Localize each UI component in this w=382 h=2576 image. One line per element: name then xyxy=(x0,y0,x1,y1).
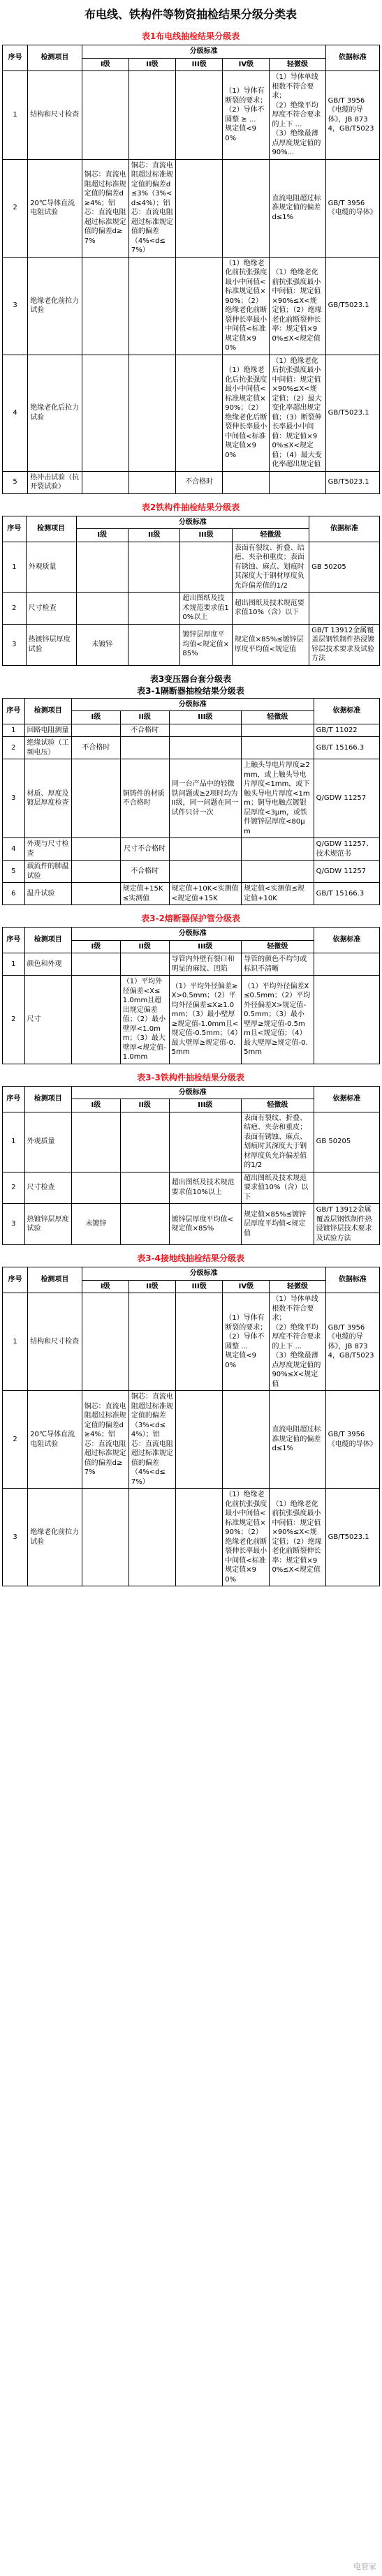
row-cell xyxy=(223,159,270,257)
row-cell: 同一台产品中的轻微铁问题或≥2项时均为II级，同一问题在同一试件只计一次 xyxy=(169,759,242,838)
header-item: 检测项目 xyxy=(28,45,82,71)
row-cell xyxy=(128,471,175,493)
row-cell: 未镀锌 xyxy=(76,624,128,665)
table-row xyxy=(3,976,380,1064)
table-row xyxy=(3,1391,380,1489)
row-item: 尺寸检查 xyxy=(24,1172,72,1204)
row-item: 热镀锌层厚度试验 xyxy=(24,1204,72,1245)
grading-table xyxy=(2,698,380,906)
table-row xyxy=(3,593,380,625)
header-group: 分级标准 xyxy=(72,1086,314,1099)
header-level: II级 xyxy=(120,940,169,953)
table-row xyxy=(3,953,380,976)
row-cell: GB/T 3956《电缆的导体》，JB 8734，GB/T5023 xyxy=(325,71,380,160)
row-cell xyxy=(176,1391,223,1489)
row-cell: （1）绝缘老化前抗张强度最小中间值<标准规定值×90%；（2）绝缘老化前断裂伸长率最小中间值<标准规定值×90% xyxy=(223,257,270,355)
row-cell xyxy=(128,542,179,593)
table-row xyxy=(3,1112,380,1172)
row-cell: 不合格时 xyxy=(72,737,121,759)
row-cell: 导管的颜色不均匀或标识不清晰 xyxy=(242,953,314,976)
row-cell: 规定值×85%≤镀锌层厚度平均值<规定值 xyxy=(232,624,309,665)
row-cell xyxy=(223,471,270,493)
table-row xyxy=(3,471,380,493)
row-seq: 5 xyxy=(3,471,28,493)
watermark: 电管家 xyxy=(353,2562,376,2571)
row-seq: 1 xyxy=(3,724,25,737)
header-seq: 序号 xyxy=(3,1086,25,1112)
row-cell xyxy=(72,953,121,976)
row-cell xyxy=(176,1293,223,1391)
row-seq: 4 xyxy=(3,838,25,861)
header-basis: 依据标准 xyxy=(314,928,380,953)
row-cell: （1）导体有断裂的要求； （2）导体不圆整 ≥ ... 规定值<90% xyxy=(223,71,270,160)
row-cell: 直流电阻超过标准规定值的偏差d≤1% xyxy=(270,159,325,257)
table-row xyxy=(3,861,380,883)
row-cell xyxy=(72,1112,121,1172)
tables-container xyxy=(2,26,379,1589)
row-cell xyxy=(120,1112,169,1172)
table-row xyxy=(3,737,380,759)
header-seq: 序号 xyxy=(3,698,25,724)
row-cell: GB 50205 xyxy=(314,1112,380,1172)
header-group: 分级标准 xyxy=(82,1267,325,1281)
header-seq: 序号 xyxy=(3,928,25,953)
grading-table xyxy=(2,45,380,494)
row-cell xyxy=(72,1172,121,1204)
row-cell: （1）导体单线根数不符合要求； （2）绝缘平均厚度不符合要求的上下 ... （3）绝缘最薄点厚度规定值的90%... xyxy=(270,71,325,160)
row-item: 绝缘老化前拉力试验 xyxy=(28,257,82,355)
header-level: 轻微级 xyxy=(242,940,314,953)
row-cell: GB/T5023.1 xyxy=(325,471,380,493)
grading-table xyxy=(2,516,380,666)
row-item: 外观质量 xyxy=(24,1112,72,1172)
row-cell xyxy=(176,71,223,160)
row-cell xyxy=(314,976,380,1064)
header-level: I级 xyxy=(82,1280,128,1293)
document-title: 布电线、铁构件等物资抽检结果分级分类表 xyxy=(84,8,297,21)
row-seq: 2 xyxy=(3,737,25,759)
header-level: I级 xyxy=(72,711,121,724)
row-cell xyxy=(169,737,242,759)
row-cell xyxy=(120,1172,169,1204)
row-cell xyxy=(176,355,223,471)
row-seq: 3 xyxy=(3,624,27,665)
header-seq: 序号 xyxy=(3,1267,28,1293)
header-level: III级 xyxy=(180,529,232,542)
row-cell: 不合格时 xyxy=(120,724,169,737)
row-cell xyxy=(128,71,175,160)
row-item: 材质、厚度及镀层厚度检查 xyxy=(24,759,72,838)
row-cell xyxy=(120,953,169,976)
header-level: 轻微级 xyxy=(232,529,309,542)
row-item: 结构和尺寸检查 xyxy=(28,71,82,160)
header-item: 检测项目 xyxy=(24,928,72,953)
row-cell: 超出图纸及技术规范要求值10%以上 xyxy=(169,1172,242,1204)
header-level: II级 xyxy=(128,529,179,542)
header-item: 检测项目 xyxy=(28,1267,82,1293)
row-cell: Q/GDW 11257 xyxy=(314,759,380,838)
row-cell: （1）导体单线根数不符合要求； （2）绝缘平均厚度不符合要求的上下 ... （3）绝缘最薄点厚度规定值的90%≤X<规定值 xyxy=(270,1293,325,1391)
row-cell: Q/GDW 11257 xyxy=(314,861,380,883)
table-row xyxy=(3,159,380,257)
row-cell xyxy=(169,724,242,737)
row-item: 结构和尺寸检查 xyxy=(28,1293,82,1391)
header-level: 轻微级 xyxy=(242,711,314,724)
row-cell xyxy=(128,624,179,665)
row-cell xyxy=(72,724,121,737)
row-cell xyxy=(72,883,121,905)
row-cell: 规定值×85%≤镀锌层厚度平均值<规定值 xyxy=(242,1204,314,1245)
table-row xyxy=(3,759,380,838)
row-cell xyxy=(176,257,223,355)
table-row xyxy=(3,724,380,737)
table-row xyxy=(3,624,380,665)
row-cell: （1）绝缘老化前抗张强度最小中间值：规定值×90%≤X<规定值；（2）绝缘老化前断裂伸长率：规定值×90%≤X<规定值 xyxy=(270,1489,325,1586)
header-level: I级 xyxy=(72,940,121,953)
row-cell: （1）绝缘老化后抗张强度最小中间值：规定值×90%≤X<规定值；（2）最大变化率超出规定值；（3）断裂伸长率最小中间值：规定值×90%≤X<规定值；（4）最大变化率超出规定值 xyxy=(270,355,325,471)
header-level: III级 xyxy=(169,940,242,953)
table-heading: 表3-4接地线抽检结果分级表 xyxy=(137,1253,244,1263)
row-cell xyxy=(72,976,121,1064)
row-cell: GB/T 13912金属覆盖层钢铁制件热浸镀锌层技术要求及试验方法 xyxy=(314,1204,380,1245)
row-cell xyxy=(120,1204,169,1245)
row-item: 温升试验 xyxy=(24,883,72,905)
row-cell xyxy=(72,759,121,838)
row-item: 热镀锌层厚度试验 xyxy=(26,624,76,665)
row-seq: 1 xyxy=(3,542,27,593)
row-cell: 规定值+15K≤实测值 xyxy=(120,883,169,905)
row-seq: 4 xyxy=(3,355,28,471)
header-level: III级 xyxy=(169,711,242,724)
row-item: 外观质量 xyxy=(26,542,76,593)
table-row xyxy=(3,542,380,593)
header-item: 检测项目 xyxy=(24,698,72,724)
row-cell xyxy=(128,593,179,625)
table-row xyxy=(3,257,380,355)
row-cell xyxy=(82,71,128,160)
table-row xyxy=(3,355,380,471)
row-cell: 铜芯：直流电阻超过标准规定值的偏差d≥4%；铝芯：直流电阻超过标准规定值的偏差d≥7% xyxy=(82,159,128,257)
header-level: III级 xyxy=(169,1099,242,1112)
grading-table xyxy=(2,1086,380,1246)
row-seq: 2 xyxy=(3,593,27,625)
row-cell: （1）平均外径偏差X≤0.5mm；（2）平均外径偏差X>规定值-0.5mm；（3）最小壁厚≥规定值-0.5mm且<规定值；（4）最大壁厚≥规定值-0.5mm xyxy=(242,976,314,1064)
row-cell xyxy=(242,838,314,861)
header-level: III级 xyxy=(176,1280,223,1293)
row-cell: 铜铸件的材质不合格时 xyxy=(120,759,169,838)
row-cell xyxy=(180,542,232,593)
row-cell xyxy=(242,737,314,759)
row-item: 20℃导体直流电阻试验 xyxy=(28,1391,82,1489)
header-group: 分级标准 xyxy=(76,516,309,529)
row-cell xyxy=(176,1489,223,1586)
row-cell: 上触头导电片厚度≥2mm，或上触头导电片厚度<1mm，或下触头导电片厚度<1mm；铜导电触点镀银层厚度<3μm，或铁件镀锌层厚度<80μm xyxy=(242,759,314,838)
header-level: II级 xyxy=(120,1099,169,1112)
row-cell xyxy=(128,257,175,355)
header-basis: 依据标准 xyxy=(325,1267,380,1293)
row-cell: 镀锌层厚度平均值<规定值×85% xyxy=(169,1204,242,1245)
row-cell: 尺寸不合格时 xyxy=(120,838,169,861)
header-level: I级 xyxy=(82,58,128,71)
header-item: 检测项目 xyxy=(26,516,76,542)
row-cell: 导管内外壁有裂口和明显的麻纹、凹陷 xyxy=(169,953,242,976)
row-item: 颜色和外观 xyxy=(24,953,72,976)
row-seq: 2 xyxy=(3,976,25,1064)
row-cell xyxy=(76,593,128,625)
header-level: 轻微级 xyxy=(270,1280,325,1293)
row-item: 绝缘老化前拉力试验 xyxy=(28,1489,82,1586)
row-cell: 铜芯：直流电阻超过标准规定值的偏差（3%<d≤4%）；铝芯：直流电阻超过标准规定值的偏差（4%<d≤7%） xyxy=(128,1391,175,1489)
table-row xyxy=(3,71,380,160)
row-cell xyxy=(223,1391,270,1489)
header-level: 轻微级 xyxy=(270,58,325,71)
table-row xyxy=(3,1293,380,1391)
row-cell: 表面有裂纹、折叠、结疤、夹杂和重皮；表面有锈蚀、麻点、划痕时其深度大于钢材厚度负允许偏差值的1/2 xyxy=(242,1112,314,1172)
row-cell xyxy=(82,1293,128,1391)
row-cell: GB/T 3956《电缆的导体》 xyxy=(325,159,380,257)
grading-table xyxy=(2,927,380,1064)
row-cell: 规定值+10K<实测值<规定值+15K xyxy=(169,883,242,905)
row-seq: 3 xyxy=(3,1489,28,1586)
row-cell: GB/T 3956《电缆的导体》 xyxy=(325,1391,380,1489)
table-row xyxy=(3,1172,380,1204)
row-seq: 2 xyxy=(3,1391,28,1489)
row-cell: （1）绝缘老化后抗张强度最小中间值<标准规定值×90%；（2）绝缘老化后断裂伸长率最小中间值<标准规定值×90% xyxy=(223,355,270,471)
row-seq: 2 xyxy=(3,159,28,257)
row-cell: （1）绝缘老化前抗张强度最小中间值<标准规定值×90%；（2）绝缘老化前断裂伸长率最小中间值<标准规定值×90% xyxy=(223,1489,270,1586)
header-level: IV级 xyxy=(223,1280,270,1293)
row-cell: 铜芯：直流电阻超过标准规定值的偏差d≥4%；铝芯：直流电阻超过标准规定值的偏差d≥7% xyxy=(82,1391,128,1489)
header-level: I级 xyxy=(76,529,128,542)
row-cell xyxy=(242,724,314,737)
row-cell: GB/T5023.1 xyxy=(325,1489,380,1586)
row-seq: 5 xyxy=(3,861,25,883)
row-cell: 超出图纸及技术规范要求值10%（含）以下 xyxy=(242,1172,314,1204)
row-item: 热冲击试验（抗开裂试验） xyxy=(28,471,82,493)
row-cell xyxy=(176,159,223,257)
row-item: 回路电阻测量 xyxy=(24,724,72,737)
grading-table xyxy=(2,1267,380,1586)
row-cell: 表面有裂纹、折叠、结疤、夹杂和重皮；表面有锈蚀、麻点、划痕时其深度大于钢材厚度负允许偏差值的1/2 xyxy=(232,542,309,593)
row-cell: （1）绝缘老化前抗张强度最小中间值：规定值×90%≤X<规定值；（2）绝缘老化前断裂伸长率：规定值×90%≤X<规定值 xyxy=(270,257,325,355)
document-page xyxy=(2,0,379,1589)
row-seq: 1 xyxy=(3,953,25,976)
row-cell xyxy=(82,1489,128,1586)
row-cell xyxy=(120,737,169,759)
row-item: 载流件的肺温试验 xyxy=(24,861,72,883)
row-cell xyxy=(82,257,128,355)
row-cell: GB 50205 xyxy=(309,542,380,593)
table-heading: 表3-3铁构件抽检结果分级表 xyxy=(137,1072,244,1082)
table-heading: 表3变压器台套分级表 表3-1隔断器抽检结果分级表 xyxy=(137,673,244,696)
header-level: I级 xyxy=(72,1099,121,1112)
row-cell xyxy=(314,953,380,976)
row-seq: 1 xyxy=(3,71,28,160)
row-cell xyxy=(270,471,325,493)
row-seq: 1 xyxy=(3,1293,28,1391)
row-cell: 直流电阻超过标准规定值的偏差d≤1% xyxy=(270,1391,325,1489)
header-basis: 依据标准 xyxy=(309,516,380,542)
header-group: 分级标准 xyxy=(72,928,314,941)
header-basis: 依据标准 xyxy=(314,698,380,724)
row-cell xyxy=(76,542,128,593)
table-heading: 表2铁构件抽检结果分级表 xyxy=(141,502,240,512)
row-cell xyxy=(128,1293,175,1391)
row-cell: GB/T 11022 xyxy=(314,724,380,737)
row-item: 20℃导体直流电阻试验 xyxy=(28,159,82,257)
header-item: 检测项目 xyxy=(24,1086,72,1112)
table-row xyxy=(3,1489,380,1586)
row-seq: 3 xyxy=(3,759,25,838)
row-cell: GB/T 15166.3 xyxy=(314,883,380,905)
row-cell xyxy=(72,838,121,861)
row-cell: 不合格时 xyxy=(176,471,223,493)
row-cell: （1）平均外径偏差≥X>0.5mm；（2）平均外径偏差≤X≥1.0mm；（3）最小壁厚≥规定值-1.0mm且<规定值-0.5mm；（4）最大壁厚≥规定值-0.5mm xyxy=(169,976,242,1064)
header-basis: 依据标准 xyxy=(314,1086,380,1112)
row-item: 尺寸检查 xyxy=(26,593,76,625)
row-cell xyxy=(72,861,121,883)
row-item: 绝缘老化后拉力试验 xyxy=(28,355,82,471)
header-group: 分级标准 xyxy=(82,45,325,59)
row-item: 尺寸 xyxy=(24,976,72,1064)
row-cell: GB/T 15166.3 xyxy=(314,737,380,759)
header-level: II级 xyxy=(128,1280,175,1293)
header-seq: 序号 xyxy=(3,516,27,542)
row-cell xyxy=(128,1489,175,1586)
table-row xyxy=(3,1204,380,1245)
row-seq: 3 xyxy=(3,1204,25,1245)
row-cell: 镀锌层厚度平均值<规定值×85% xyxy=(180,624,232,665)
header-level: 轻微级 xyxy=(242,1099,314,1112)
row-cell: GB/T5023.1 xyxy=(325,257,380,355)
row-cell xyxy=(82,471,128,493)
row-cell xyxy=(169,838,242,861)
row-item: 绝缘试验（工频电压） xyxy=(24,737,72,759)
row-cell: 规定值<实测值≤规定值+10K xyxy=(242,883,314,905)
row-cell xyxy=(169,861,242,883)
header-level: II级 xyxy=(128,58,175,71)
row-cell: 铜芯：直流电阻超过标准规定值的偏差d≤3%（3%<d≤4%）；铝芯：直流电阻超过标准规定值的偏差（4%<d≤7%） xyxy=(128,159,175,257)
row-seq: 6 xyxy=(3,883,25,905)
row-cell xyxy=(82,355,128,471)
table-row xyxy=(3,883,380,905)
row-cell: GB/T5023.1 xyxy=(325,355,380,471)
row-seq: 2 xyxy=(3,1172,25,1204)
row-seq: 3 xyxy=(3,257,28,355)
header-level: IV级 xyxy=(223,58,270,71)
table-row xyxy=(3,838,380,861)
header-level: III级 xyxy=(176,58,223,71)
row-cell: 超出图纸及技术规范要求值10%（含）以下 xyxy=(232,593,309,625)
table-heading: 表1布电线抽检结果分级表 xyxy=(141,31,240,41)
row-cell: （1）导体有断裂的要求； （2）导体不圆整 ... 规定值<90% xyxy=(223,1293,270,1391)
header-group: 分级标准 xyxy=(72,698,314,711)
row-cell xyxy=(169,1112,242,1172)
row-cell: （1）平均外径偏差<X≤1.0mm且超出规定偏差值；（2）最小壁厚<1.0mm；（3）最大壁厚<规定值-1.0mm xyxy=(120,976,169,1064)
row-cell xyxy=(309,593,380,625)
header-seq: 序号 xyxy=(3,45,28,71)
row-cell xyxy=(128,355,175,471)
row-item: 外观与尺寸检查 xyxy=(24,838,72,861)
row-cell xyxy=(314,1172,380,1204)
header-basis: 依据标准 xyxy=(325,45,380,71)
row-cell: GB/T 3956《电缆的导体》，JB 8734，GB/T5023 xyxy=(325,1293,380,1391)
row-cell: GB/T 13912金属覆盖层钢铁制件热浸镀锌层技术要求及试验方法 xyxy=(309,624,380,665)
row-seq: 1 xyxy=(3,1112,25,1172)
row-cell: 未镀锌 xyxy=(72,1204,121,1245)
row-cell: Q/GDW 11257、技术规范书 xyxy=(314,838,380,861)
header-level: II级 xyxy=(120,711,169,724)
table-heading: 表3-2熔断器保护管分级表 xyxy=(141,914,240,923)
row-cell: 超出图纸及技术规范要求值10%以上 xyxy=(180,593,232,625)
row-cell xyxy=(242,861,314,883)
row-cell: 不合格时 xyxy=(120,861,169,883)
